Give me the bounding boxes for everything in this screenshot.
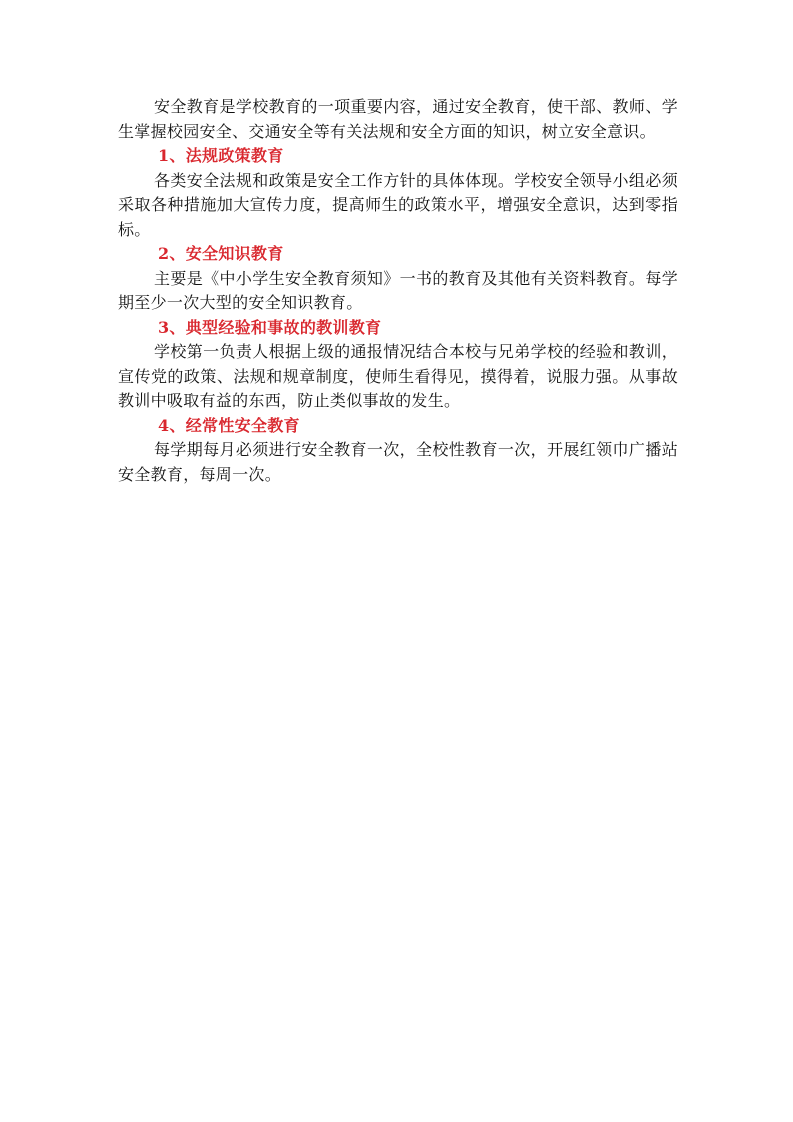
section-heading-2: 2、安全知识教育 (158, 244, 284, 263)
section-body-1: 各类安全法规和政策是安全工作方针的具体体现。学校安全领导小组必须采取各种措施加大宣传力度，提高师生的政策水平，增强安全意识，达到零指标。 (118, 170, 678, 239)
section-body-4: 每学期每月必须进行安全教育一次，全校性教育一次，开展红领巾广播站安全教育，每周一次。 (118, 440, 678, 484)
section-heading-4: 4、经常性安全教育 (158, 415, 300, 435)
section-body-3: 学校第一负责人根据上级的通报情况结合本校与兄弟学校的经验和教训，宣传党的政策、法规和规章制度，使师生看得见，摸得着，说服力强。从事故教训中吸取有益的东西，防止类似事故的发生。 (118, 342, 678, 410)
intro-paragraph: 安全教育是学校教育的一项重要内容，通过安全教育，使干部、教师、学生掌握校园安全、交通安全等有关法规和安全方面的知识，树立安全意识。 (118, 97, 678, 141)
section-body-2: 主要是《中小学生安全教育须知》一书的教育及其他有关资料教育。每学期至少一次大型的安全知识教育。 (118, 268, 678, 312)
section-heading-1: 1、法规政策教育 (158, 146, 284, 165)
document-body (118, 95, 678, 487)
section-heading-3: 3、典型经验和事故的教训教育 (158, 317, 382, 337)
